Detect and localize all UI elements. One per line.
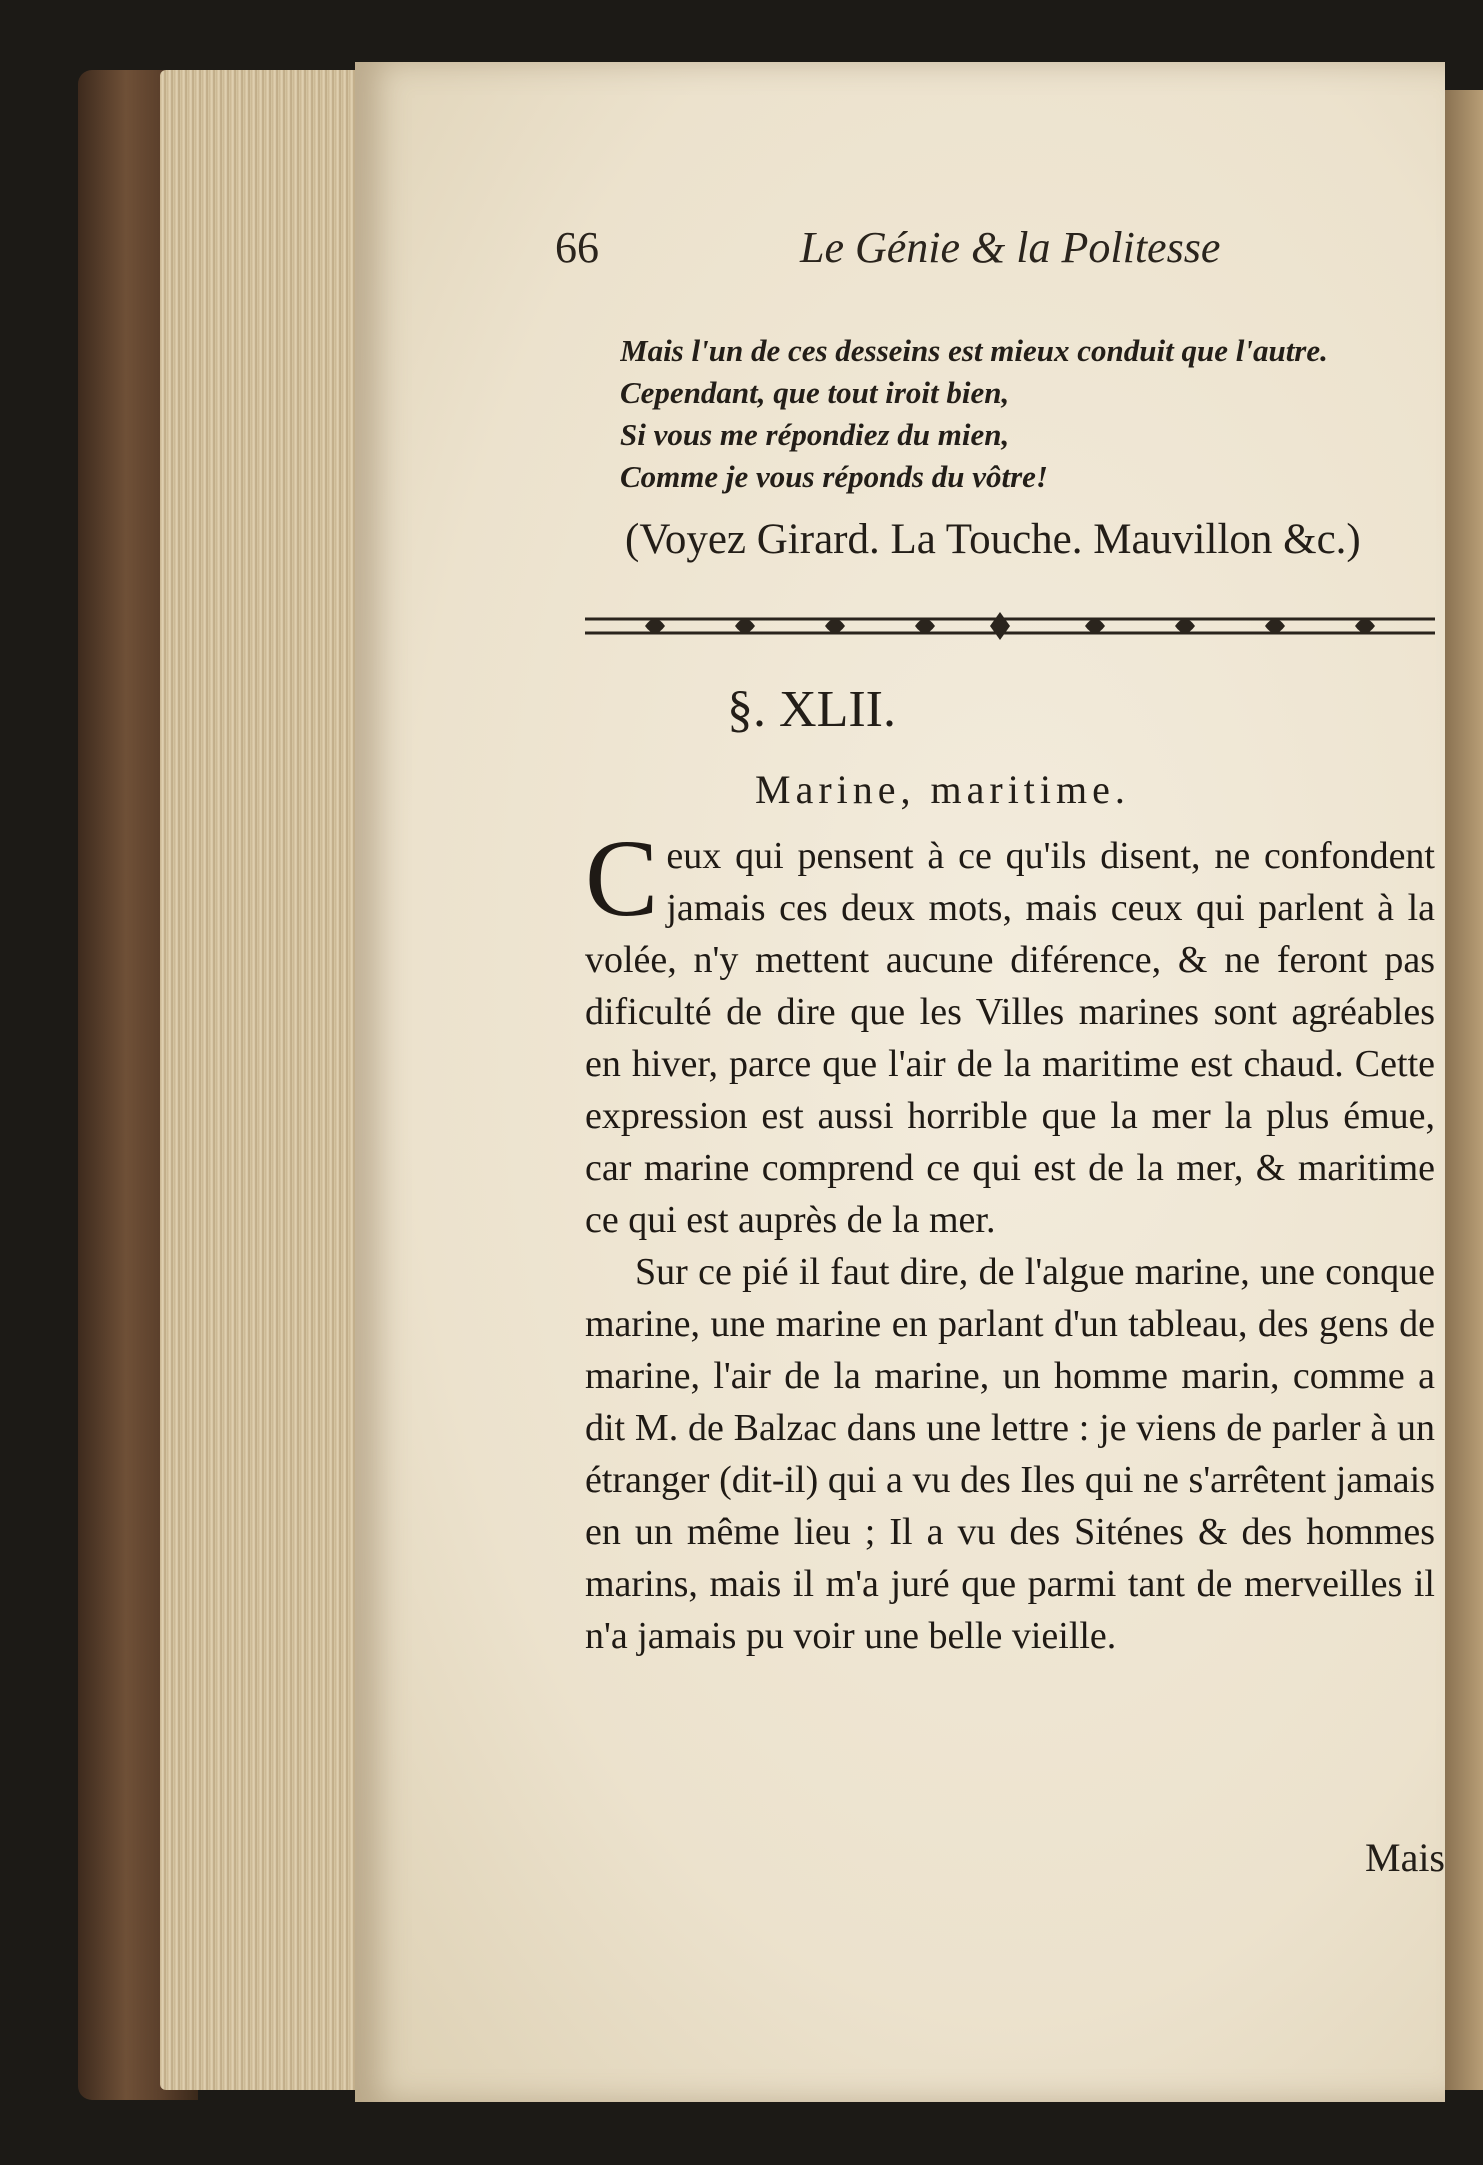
ornament-rule	[585, 606, 1435, 646]
body-text	[585, 817, 1435, 1662]
references-line: (Voyez Girard. La Touche. Mauvillon &c.)	[625, 516, 1361, 563]
page-edges	[160, 70, 360, 2090]
section-title: Marine, maritime.	[755, 767, 1130, 812]
drop-cap: C	[585, 817, 659, 939]
verse-block	[620, 330, 1440, 498]
verse-line: Si vous me répondiez du mien,	[620, 417, 1010, 452]
paragraph: Sur ce pié il faut dire, de l'algue marine, une conque marine, une marine en parlant d'un tableau, des gens de marine, l'air de la marine, un homme marin, comme a dit M. de Balzac dans une lettre : je viens de parler à un étranger (dit-il) qui a vu des Iles qui ne s'arrêtent jamais en un même lieu ; Il a vu des Siténes & des hommes marins, mais il m'a juré que parmi tant de merveilles il n'a jamais pu voir une belle vieille.	[585, 1251, 1435, 1657]
verse-line: Cependant, que tout iroit bien,	[620, 375, 1010, 410]
verse-line: Comme je vous réponds du vôtre!	[620, 459, 1048, 494]
section-number: §. XLII.	[727, 681, 896, 738]
paragraph	[585, 817, 1435, 1246]
facing-page-edge	[1445, 90, 1483, 2090]
running-head	[555, 222, 1435, 282]
verse-line: Mais l'un de ces desseins est mieux conduit que l'autre.	[620, 333, 1328, 368]
running-title: Le Génie & la Politesse	[800, 223, 1221, 272]
paragraph-text: eux qui pensent à ce qu'ils disent, ne confondent jamais ces deux mots, mais ceux qui parlent à la volée, n'y mettent aucune diférence, & ne feront pas dificulté de dire que les Villes marines sont agréables en hiver, parce que l'air de la maritime est chaud. Cette expression est aussi horrible que la mer la plus émue, car marine comprend ce qui est de la mer, & maritime ce qui est auprès de la mer.	[585, 835, 1435, 1241]
section-heading	[0, 680, 1483, 739]
page-number: 66	[555, 223, 599, 272]
catchword: Mais	[1365, 1835, 1445, 1880]
